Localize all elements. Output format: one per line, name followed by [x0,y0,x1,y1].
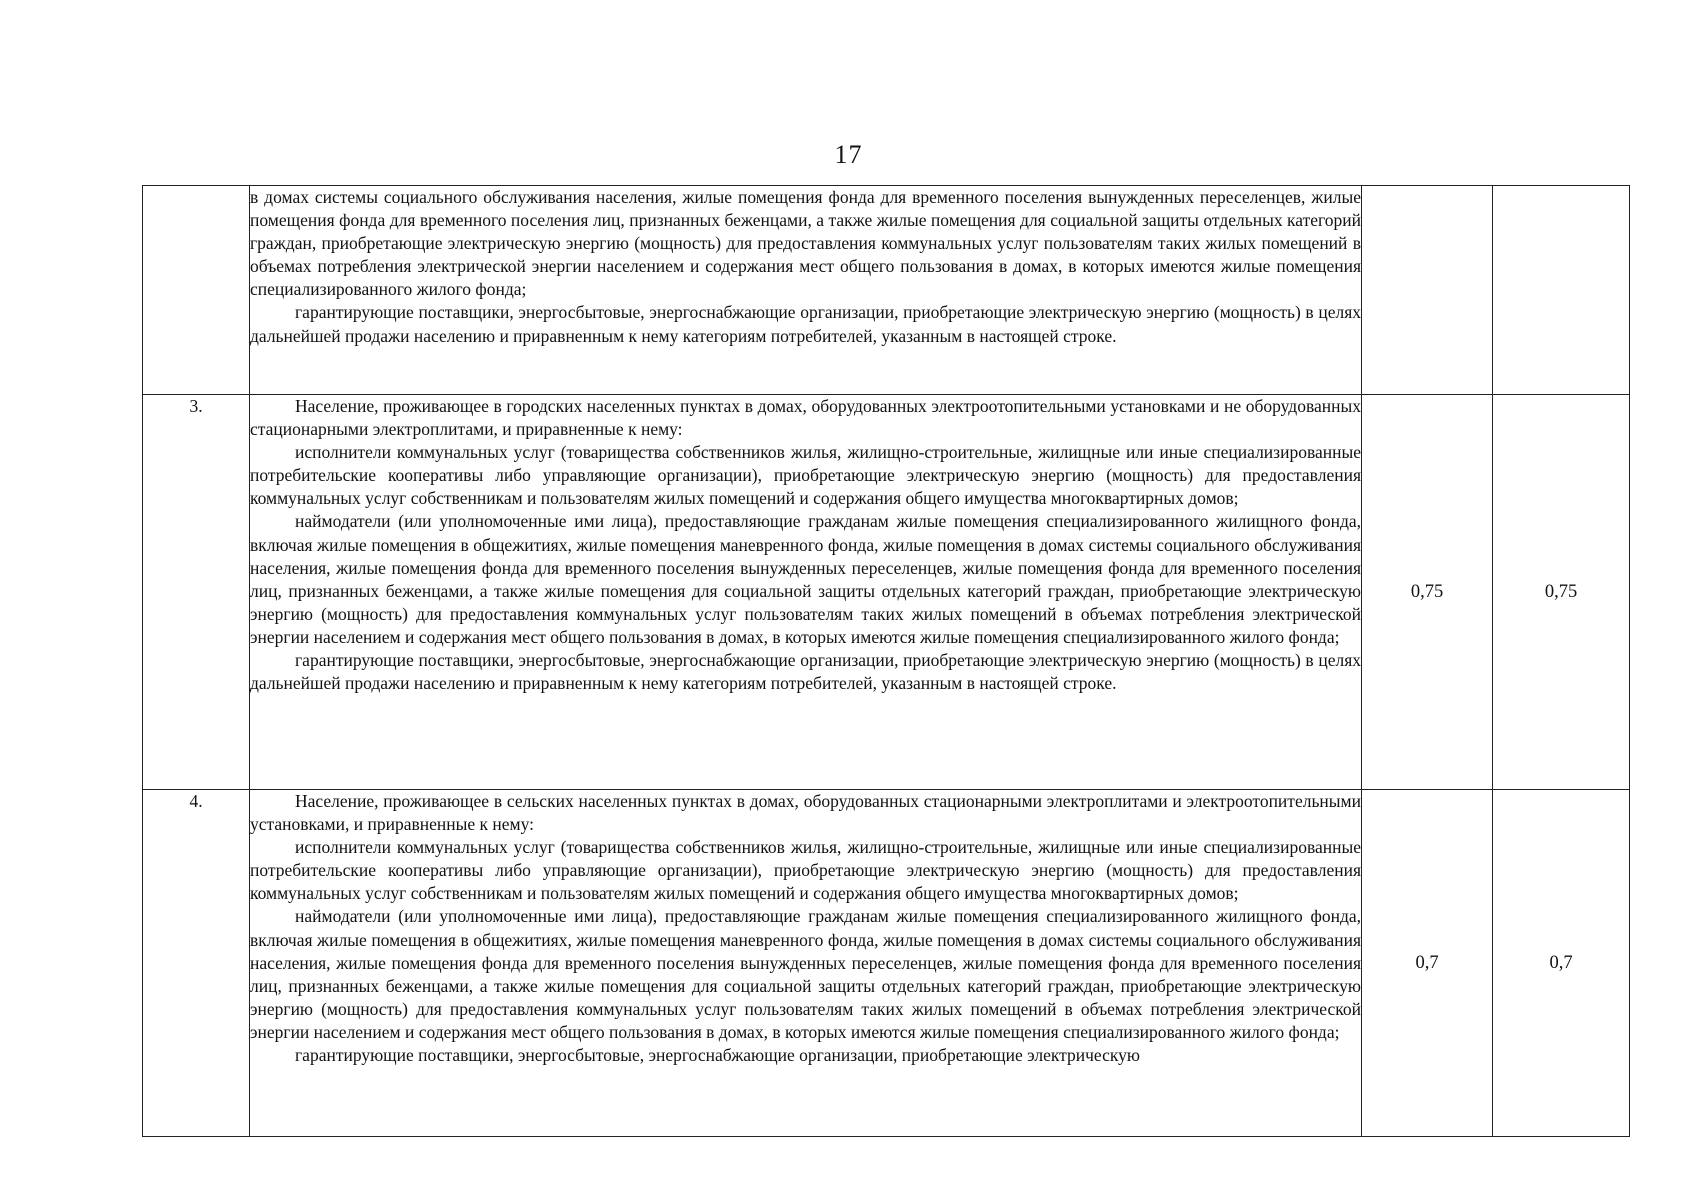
paragraph: гарантирующие поставщики, энергосбытовые, энергоснабжающие организации, приобретающие электрическую [295,1045,1140,1066]
row-number: 3. [143,395,250,790]
paragraph: гарантирующие поставщики, энергосбытовые, энергоснабжающие организации, приобретающие электрическую энергию (мощность) в целях дальнейшей продажи населению и приравненным к нему категориям потребителей, указанным в настоящей строке. [250,302,1361,346]
paragraph: в домах системы социального обслуживания населения, жилые помещения фонда для временного поселения вынужденных переселенцев, жилые помещения фонда для временного поселения лиц, признанных беженцами, а также жилые помещения для социальной защиты отдельных категорий граждан, приобретающие электрическую энергию (мощность) для предоставления коммунальных услуг пользователям таких жилых помещений в объемах потребления электрической энергии населением и содержания мест общего пользования в домах, в которых имеются жилые помещения специализированного жилого фонда; [250,187,1361,300]
row-description [250,790,1362,1137]
paragraph: исполнители коммунальных услуг (товарищества собственников жилья, жилищно-строительные, жилищные или иные специализированные потребительские кооперативы либо управляющие организации), приобретающие электрическую энергию (мощность) для предоставления коммунальных услуг собственникам и пользователям жилых помещений и содержания общего имущества многоквартирных домов; [250,837,1361,904]
paragraph: исполнители коммунальных услуг (товарищества собственников жилья, жилищно-строительные, жилищные или иные специализированные потребительские кооперативы либо управляющие организации), приобретающие электрическую энергию (мощность) для предоставления коммунальных услуг собственникам и пользователям жилых помещений и содержания общего имущества многоквартирных домов; [250,442,1361,509]
paragraph: наймодатели (или уполномоченные ими лица), предоставляющие гражданам жилые помещения специализированного жилищного фонда, включая жилые помещения в общежитиях, жилые помещения маневренного фонда, жилые помещения в домах системы социального обслуживания населения, жилые помещения фонда для временного поселения вынужденных переселенцев, жилые помещения фонда для временного поселения лиц, признанных беженцами, а также жилые помещения для социальной защиты отдельных категорий граждан, приобретающие электрическую энергию (мощность) для предоставления коммунальных услуг пользователям таких жилых помещений в объемах потребления электрической энергии населением и содержания мест общего пользования в домах, в которых имеются жилые помещения специализированного жилого фонда; [250,511,1361,647]
row-number: 4. [143,790,250,1137]
row-value-2 [1493,186,1630,395]
row-value-2: 0,75 [1493,395,1630,790]
row-description [250,395,1362,790]
row-value-1: 0,7 [1362,790,1493,1137]
table-row [143,186,1630,395]
tariff-table [142,185,1630,1137]
table-row [143,395,1630,790]
row-value-1 [1362,186,1493,395]
row-number [143,186,250,395]
paragraph: Население, проживающее в городских населенных пунктах в домах, оборудованных электроотопительными установками и не оборудованных стационарными электроплитами, и приравненные к нему: [250,396,1361,440]
row-description [250,186,1362,395]
paragraph: гарантирующие поставщики, энергосбытовые, энергоснабжающие организации, приобретающие электрическую энергию (мощность) в целях дальнейшей продажи населению и приравненным к нему категориям потребителей, указанным в настоящей строке. [250,650,1361,694]
table-row [143,790,1630,1137]
paragraph: Население, проживающее в сельских населенных пунктах в домах, оборудованных стационарными электроплитами и электроотопительными установками, и приравненные к нему: [250,791,1361,835]
paragraph: наймодатели (или уполномоченные ими лица), предоставляющие гражданам жилые помещения специализированного жилищного фонда, включая жилые помещения в общежитиях, жилые помещения маневренного фонда, жилые помещения в домах системы социального обслуживания населения, жилые помещения фонда для временного поселения вынужденных переселенцев, жилые помещения фонда для временного поселения лиц, признанных беженцами, а также жилые помещения для социальной защиты отдельных категорий граждан, приобретающие электрическую энергию (мощность) для предоставления коммунальных услуг пользователям таких жилых помещений в объемах потребления электрической энергии населением и содержания мест общего пользования в домах, в которых имеются жилые помещения специализированного жилого фонда; [250,906,1361,1042]
page-number: 17 [834,140,863,169]
row-value-2: 0,7 [1493,790,1630,1137]
row-value-1: 0,75 [1362,395,1493,790]
